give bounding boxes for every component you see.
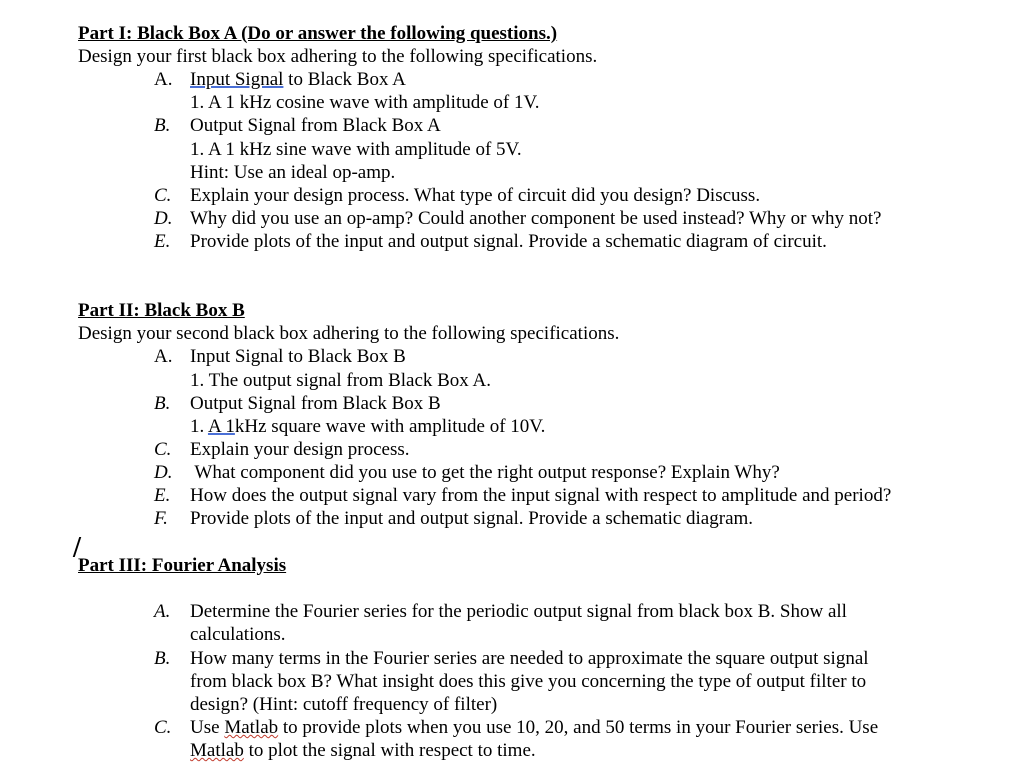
part3-item-b [154, 648, 869, 670]
part2-item-a-sub: 1. The output signal from Black Box A. [190, 370, 491, 391]
item-text: Provide plots of the input and output signal. Provide a schematic diagram of circuit. [190, 231, 827, 252]
marker: A. [154, 601, 171, 622]
item-text: Determine the Fourier series for the periodic output signal from black box B. Show all [190, 601, 847, 622]
marker: F. [154, 508, 168, 529]
part2-item-b [154, 393, 441, 415]
part2-item-e [154, 485, 891, 507]
part3-item-b-line3: design? (Hint: cutoff frequency of filter) [190, 694, 498, 715]
item-text: Explain your design process. [190, 439, 410, 460]
freq-underlined: A 1 [207, 416, 235, 437]
marker: B. [154, 648, 171, 669]
sub-prefix: 1. [190, 416, 208, 437]
marker: C. [154, 185, 172, 206]
part3-title: Part III: Fourier Analysis [78, 555, 287, 576]
part2-item-a [154, 346, 406, 368]
marker: D. [154, 208, 173, 229]
part1-item-a [154, 69, 406, 91]
part1-title: Part I: Black Box A (Do or answer the following questions.) [78, 23, 558, 44]
part1-item-b [154, 115, 441, 137]
item-text: Provide plots of the input and output signal. Provide a schematic diagram. [190, 508, 754, 529]
part2-intro: Design your second black box adhering to the following specifications. [78, 323, 620, 344]
item-text-post: to provide plots when you use 10, 20, and 50 terms in your Fourier series. Use [278, 717, 879, 738]
part1-hint: Hint: Use an ideal op-amp. [190, 162, 396, 183]
item-text-pre: Use [190, 717, 225, 738]
item-text: to Black Box A [283, 69, 406, 90]
item-text: What component did you use to get the right output response? Explain Why? [190, 462, 780, 483]
part2-item-f [154, 508, 753, 530]
part2-item-d [154, 462, 780, 484]
marker: C. [154, 439, 172, 460]
text-cursor [73, 537, 81, 557]
part2-title: Part II: Black Box B [78, 300, 245, 321]
marker: B. [154, 393, 171, 414]
part1-item-e [154, 231, 827, 253]
matlab-word: Matlab [190, 740, 244, 761]
part1-item-c [154, 185, 760, 207]
marker: E. [154, 485, 171, 506]
item-text: Explain your design process. What type of circuit did you design? Discuss. [190, 185, 761, 206]
item-text: Output Signal from Black Box B [190, 393, 441, 414]
marker: C. [154, 717, 172, 738]
part1-intro: Design your first black box adhering to the following specifications. [78, 46, 598, 67]
item-text: How many terms in the Fourier series are needed to approximate the square output signal [190, 648, 869, 669]
part3-item-c [154, 717, 878, 739]
item-text: How does the output signal vary from the input signal with respect to amplitude and period? [190, 485, 892, 506]
part1-item-a-sub: 1. A 1 kHz cosine wave with amplitude of 1V. [190, 92, 540, 113]
item-text: Why did you use an op-amp? Could another component be used instead? Why or why not? [190, 208, 882, 229]
marker: E. [154, 231, 171, 252]
input-signal-underlined: Input Signal [190, 69, 284, 90]
marker: A. [154, 346, 173, 367]
marker: B. [154, 115, 171, 136]
item-text-post: to plot the signal with respect to time. [243, 740, 536, 761]
sub-rest: kHz square wave with amplitude of 10V. [234, 416, 546, 437]
part3-item-a-line2: calculations. [190, 624, 286, 645]
item-text: Output Signal from Black Box A [190, 115, 441, 136]
marker: A. [154, 69, 173, 90]
marker: D. [154, 462, 173, 483]
item-text: Input Signal to Black Box B [190, 346, 406, 367]
matlab-word: Matlab [224, 717, 279, 738]
part1-item-b-sub: 1. A 1 kHz sine wave with amplitude of 5V. [190, 139, 522, 160]
part3-item-a [154, 601, 847, 623]
part1-item-d [154, 208, 881, 230]
part3-item-b-line2: from black box B? What insight does this give you concerning the type of output filter to [190, 671, 867, 692]
part3-item-c-line2 [190, 740, 536, 762]
part2-item-b-sub [190, 416, 545, 438]
part2-item-c [154, 439, 410, 461]
